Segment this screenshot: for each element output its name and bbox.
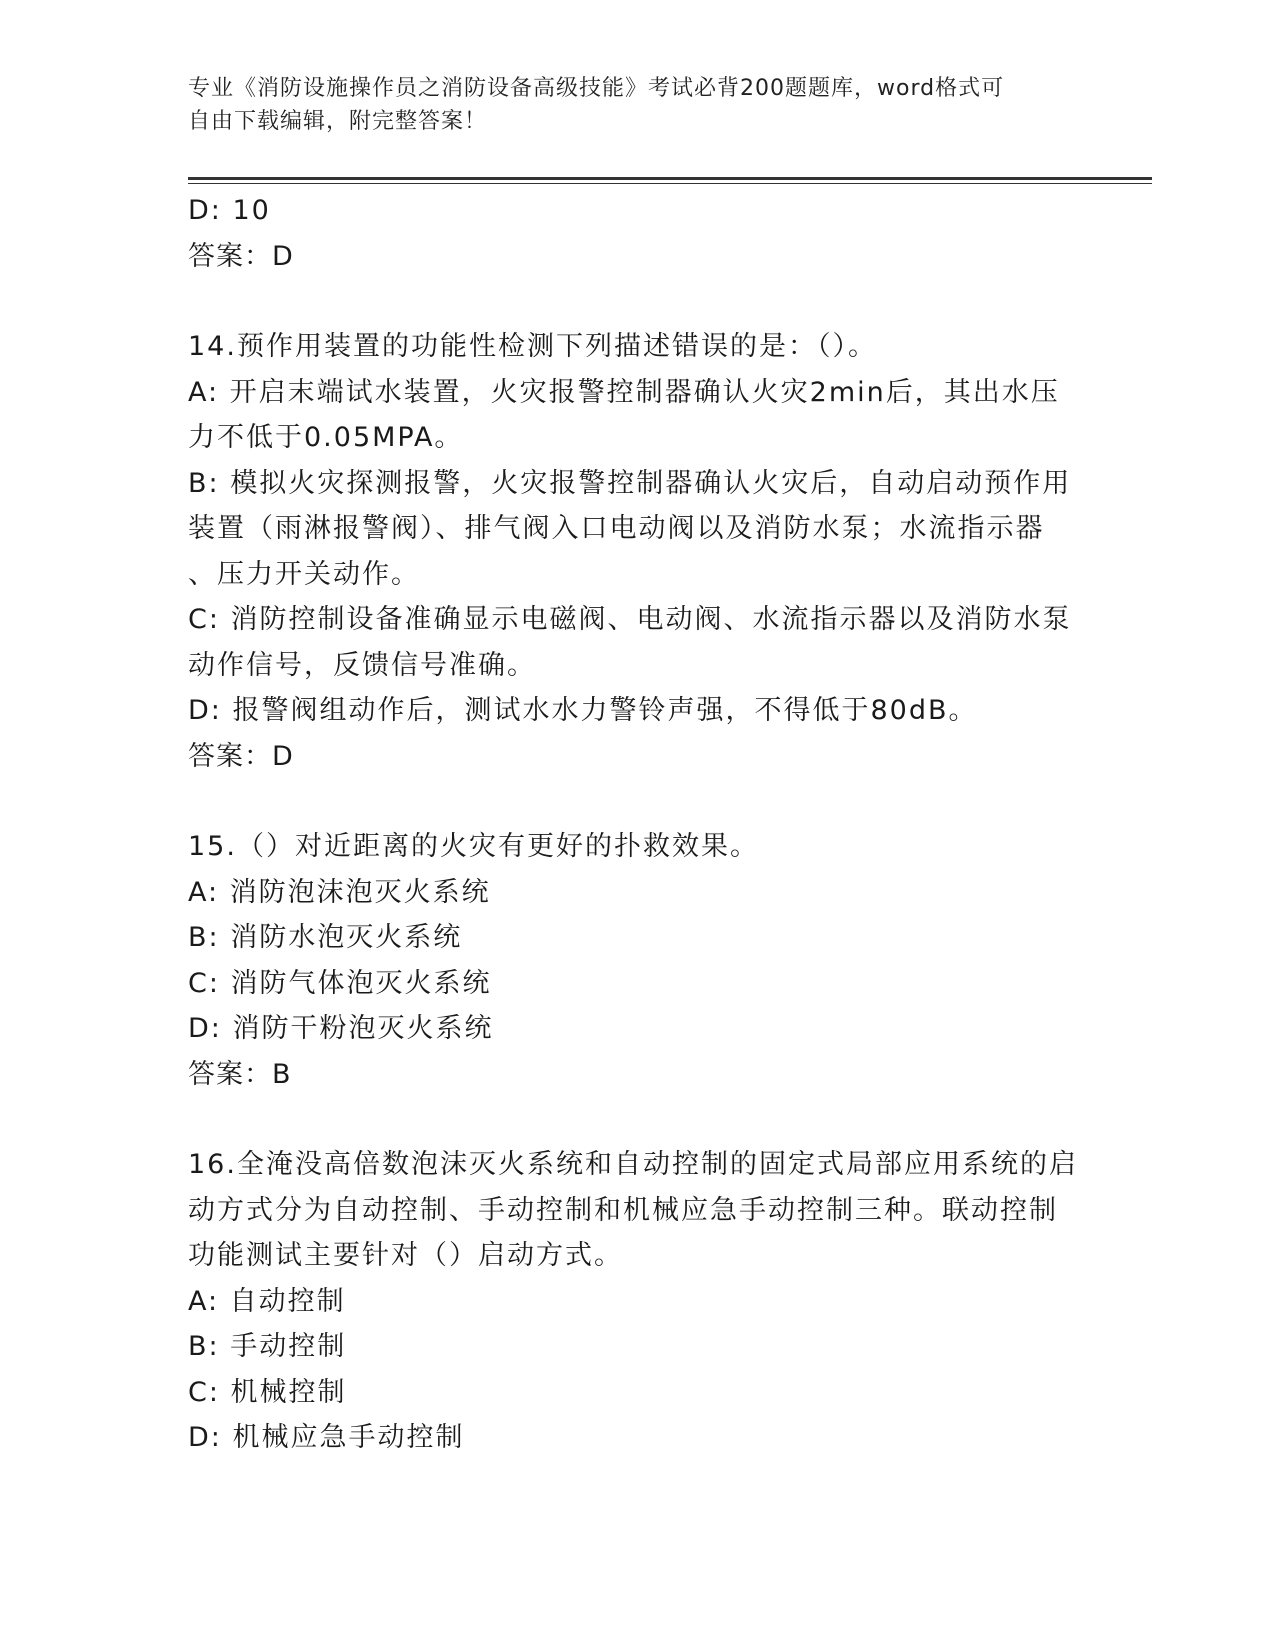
question-15 [188,824,1088,1097]
header-line-2: 自由下载编辑，附完整答案！ [188,109,488,134]
question-14 [188,324,1088,779]
question-stem: 15.（）对近距离的火灾有更好的扑救效果。 [188,831,759,862]
option-a: A: 自动控制 [188,1285,346,1317]
option-c: C: 机械控制 [188,1376,347,1408]
question-stem-line-1: 16.全淹没高倍数泡沫灭火系统和自动控制的固定式局部应用系统的启 [188,1149,1078,1180]
option-b-line-3: 、压力开关动作。 [188,558,420,590]
question-stem-line-3: 功能测试主要针对（）启动方式。 [188,1240,623,1271]
answer-line: 答案：D [188,740,294,772]
option-d: D: 机械应急手动控制 [188,1422,465,1453]
option-b-line-2: 装置（雨淋报警阀）、排气阀入口电动阀以及消防水泵；水流指示器 [188,513,1045,544]
question-16 [188,1142,1088,1461]
header-line-1: 专业《消防设施操作员之消防设备高级技能》考试必背200题题库，word格式可 [188,76,1005,101]
option-d: D: 消防干粉泡灭火系统 [188,1013,494,1044]
option-b-line-1: B: 模拟火灾探测报警，火灾报警控制器确认火灾后，自动启动预作用 [188,467,1072,499]
answer-line: 答案：B [188,1058,292,1090]
question-stem: 14.预作用装置的功能性检测下列描述错误的是：（）。 [188,331,877,362]
option-d: D: 10 [188,195,271,226]
header-rule-thin [188,183,1152,184]
option-c-line-2: 动作信号，反馈信号准确。 [188,649,536,681]
option-a: A: 消防泡沫泡灭火系统 [188,876,491,908]
option-c: C: 消防气体泡灭火系统 [188,967,492,999]
document-header [188,72,1068,138]
option-d: D: 报警阀组动作后，测试水水力警铃声强，不得低于80dB。 [188,695,978,726]
header-rule-thick [188,177,1152,180]
answer-line: 答案：D [188,240,294,272]
question-stem-line-2: 动方式分为自动控制、手动控制和机械应急手动控制三种。联动控制 [188,1194,1058,1226]
option-a-line-2: 力不低于0.05MPA。 [188,422,464,453]
document-body [188,188,1088,1461]
option-b: B: 消防水泡灭火系统 [188,922,463,953]
option-a-line-1: A: 开启末端试水装置，火灾报警控制器确认火灾2min后，其出水压 [188,376,1060,408]
option-b: B: 手动控制 [188,1331,347,1362]
option-c-line-1: C: 消防控制设备准确显示电磁阀、电动阀、水流指示器以及消防水泵 [188,604,1072,635]
question-13-tail [188,188,1088,279]
